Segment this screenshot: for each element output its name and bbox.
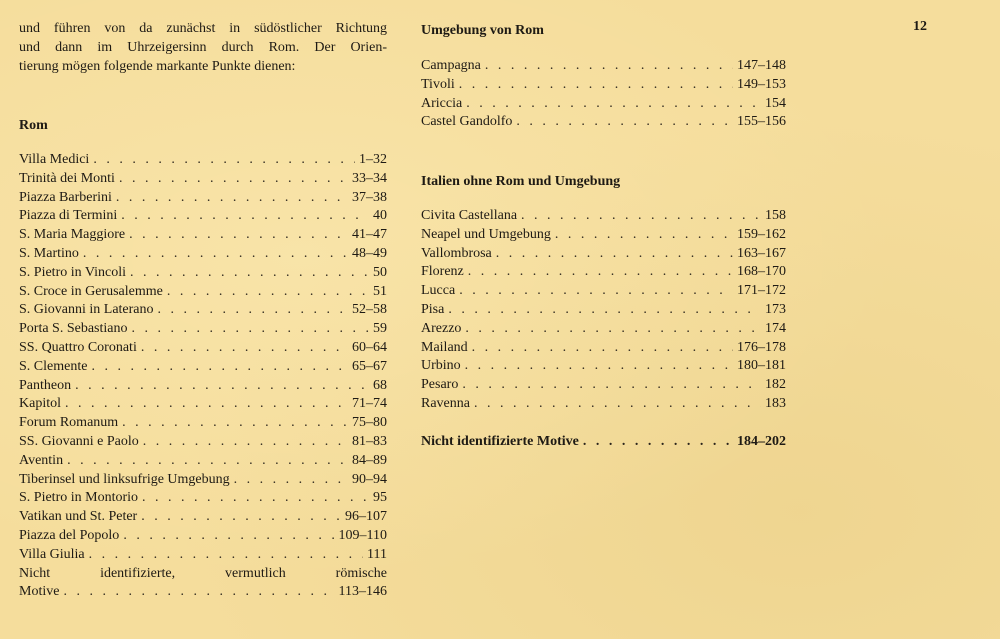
index-entry xyxy=(421,207,786,226)
entry-name: S. Pietro in Montorio xyxy=(19,490,139,506)
entry-pages: 163–167 xyxy=(737,245,786,261)
index-entry xyxy=(19,151,387,170)
entry-pages: 184–202 xyxy=(737,434,786,449)
index-entry xyxy=(421,357,786,376)
dot-leader xyxy=(158,301,348,320)
entry-pages: 59 xyxy=(373,321,387,337)
entry-name: S. Pietro in Vincoli xyxy=(19,264,127,280)
entry-pages: 147–148 xyxy=(737,58,786,73)
index-entry xyxy=(19,527,387,546)
index-entry-motive-line2 xyxy=(19,583,387,602)
index-entry xyxy=(421,113,786,132)
entry-name: Forum Romanum xyxy=(19,415,119,431)
index-entry xyxy=(421,226,786,245)
entry-name: Porta S. Sebastiano xyxy=(19,321,128,337)
index-entry xyxy=(421,339,786,358)
entry-pages: 174 xyxy=(765,320,786,336)
index-entry xyxy=(19,320,387,339)
dot-leader xyxy=(234,471,348,490)
entry-name: Piazza di Termini xyxy=(19,208,118,224)
entry-pages: 40 xyxy=(373,208,387,224)
dot-leader xyxy=(63,583,334,602)
entry-name: Nicht identifizierte, vermutlich römische xyxy=(19,565,387,581)
entry-pages: 68 xyxy=(373,377,387,393)
entry-name: Nicht identifizierte Motive xyxy=(421,434,579,449)
entry-name: Arezzo xyxy=(421,320,462,336)
dot-leader xyxy=(122,414,348,433)
entry-pages: 155–156 xyxy=(737,114,786,130)
index-entry xyxy=(19,489,387,508)
entry-pages: 41–47 xyxy=(352,227,387,243)
umgebung-index-list xyxy=(421,57,786,132)
dot-leader xyxy=(67,452,348,471)
dot-leader xyxy=(465,357,733,376)
entry-pages: 182 xyxy=(765,377,786,393)
dot-leader xyxy=(474,395,761,414)
dot-leader xyxy=(142,489,369,508)
dot-leader xyxy=(75,377,369,396)
index-entry xyxy=(19,508,387,527)
entry-pages: 33–34 xyxy=(352,170,387,186)
entry-pages: 65–67 xyxy=(352,358,387,374)
dot-leader xyxy=(130,264,369,283)
entry-pages: 95 xyxy=(373,490,387,506)
entry-name: Mailand xyxy=(421,339,468,355)
entry-name: Ariccia xyxy=(421,95,463,111)
entry-name: Trinità dei Monti xyxy=(19,170,115,186)
index-entry xyxy=(19,546,387,565)
entry-pages: 113–146 xyxy=(338,584,387,600)
nicht-identifiziert-list xyxy=(421,433,786,452)
entry-name: SS. Giovanni e Paolo xyxy=(19,433,139,449)
entry-name: Villa Giulia xyxy=(19,546,85,562)
entry-pages: 158 xyxy=(765,208,786,223)
index-entry-motive-line1 xyxy=(19,565,387,584)
dot-leader xyxy=(448,301,761,320)
entry-name: Tiberinsel und linksufrige Umgebung xyxy=(19,471,230,487)
entry-name: Vallombrosa xyxy=(421,245,492,261)
entry-pages: 75–80 xyxy=(352,415,387,431)
entry-pages: 176–178 xyxy=(737,339,786,355)
entry-name: Campagna xyxy=(421,58,481,73)
dot-leader xyxy=(468,263,733,282)
dot-leader xyxy=(459,76,733,95)
entry-name: Florenz xyxy=(421,264,464,280)
dot-leader xyxy=(465,320,761,339)
index-entry xyxy=(421,245,786,264)
index-entry xyxy=(421,301,786,320)
intro-line: und führen von da zunächst in südöstlicher Richtung xyxy=(19,21,387,36)
entry-name: Civita Castellana xyxy=(421,208,518,223)
entry-name: S. Clemente xyxy=(19,358,88,374)
dot-leader xyxy=(83,245,348,264)
entry-name: Pantheon xyxy=(19,377,72,393)
dot-leader xyxy=(119,170,348,189)
index-entry xyxy=(19,377,387,396)
dot-leader xyxy=(129,226,348,245)
page-number: 12 xyxy=(913,19,927,34)
dot-leader xyxy=(472,339,733,358)
index-entry xyxy=(421,395,786,414)
entry-name: Vatikan und St. Peter xyxy=(19,509,138,525)
entry-pages: 1–32 xyxy=(359,152,387,167)
dot-leader xyxy=(89,546,363,565)
entry-pages: 37–38 xyxy=(352,189,387,205)
index-entry xyxy=(19,471,387,490)
italien-index-list xyxy=(421,207,786,414)
entry-name: Motive xyxy=(19,584,60,600)
index-entry xyxy=(421,95,786,114)
dot-leader xyxy=(516,113,733,132)
heading-italien-ohne-rom: Italien ohne Rom und Umgebung xyxy=(421,174,621,189)
index-entry xyxy=(19,358,387,377)
dot-leader xyxy=(123,527,334,546)
entry-name: Aventin xyxy=(19,452,64,468)
index-entry xyxy=(19,226,387,245)
dot-leader xyxy=(91,358,348,377)
entry-pages: 168–170 xyxy=(737,264,786,280)
rom-index-list xyxy=(19,151,387,602)
dot-leader xyxy=(583,433,733,452)
index-entry xyxy=(421,282,786,301)
entry-name: Pesaro xyxy=(421,377,459,393)
entry-pages: 48–49 xyxy=(352,245,387,261)
dot-leader xyxy=(143,433,348,452)
index-entry-nicht-identifiziert xyxy=(421,433,786,452)
entry-pages: 159–162 xyxy=(737,226,786,242)
entry-pages: 51 xyxy=(373,283,387,299)
entry-pages: 96–107 xyxy=(345,509,387,525)
entry-name: Piazza Barberini xyxy=(19,189,112,205)
entry-pages: 183 xyxy=(765,395,786,411)
index-entry xyxy=(19,170,387,189)
entry-name: Pisa xyxy=(421,301,445,317)
entry-pages: 60–64 xyxy=(352,339,387,355)
intro-line: und dann im Uhrzeigersinn durch Rom. Der Orien- xyxy=(19,40,387,55)
index-entry xyxy=(19,433,387,452)
index-entry xyxy=(19,395,387,414)
entry-name: Ravenna xyxy=(421,395,470,411)
dot-leader xyxy=(555,226,733,245)
entry-name: Neapel und Umgebung xyxy=(421,226,551,242)
dot-leader xyxy=(466,95,761,114)
entry-pages: 180–181 xyxy=(737,358,786,374)
dot-leader xyxy=(141,339,348,358)
entry-pages: 90–94 xyxy=(352,471,387,487)
entry-name: Villa Medici xyxy=(19,152,90,167)
intro-paragraph xyxy=(19,19,387,76)
dot-leader xyxy=(485,57,733,76)
index-entry xyxy=(19,264,387,283)
index-entry xyxy=(19,452,387,471)
entry-name: Tivoli xyxy=(421,76,455,92)
entry-name: Piazza del Popolo xyxy=(19,527,120,543)
entry-name: S. Croce in Gerusalemme xyxy=(19,283,163,299)
dot-leader xyxy=(521,207,761,226)
index-entry xyxy=(421,263,786,282)
entry-name: S. Giovanni in Laterano xyxy=(19,302,154,318)
index-entry xyxy=(19,245,387,264)
heading-umgebung-von-rom: Umgebung von Rom xyxy=(421,23,544,38)
entry-name: Kapitol xyxy=(19,396,61,412)
entry-pages: 52–58 xyxy=(352,302,387,318)
dot-leader xyxy=(141,508,341,527)
entry-pages: 50 xyxy=(373,264,387,280)
index-entry xyxy=(421,376,786,395)
dot-leader xyxy=(121,207,369,226)
entry-pages: 109–110 xyxy=(338,527,387,543)
intro-line: tierung mögen folgende markante Punkte dienen: xyxy=(19,59,296,74)
dot-leader xyxy=(93,151,355,170)
entry-name: SS. Quattro Coronati xyxy=(19,339,137,355)
dot-leader xyxy=(496,245,733,264)
entry-pages: 173 xyxy=(765,301,786,317)
index-entry xyxy=(421,76,786,95)
entry-pages: 81–83 xyxy=(352,433,387,449)
dot-leader xyxy=(65,395,348,414)
index-entry xyxy=(421,57,786,76)
dot-leader xyxy=(459,282,733,301)
index-entry xyxy=(19,189,387,208)
index-entry xyxy=(19,301,387,320)
entry-name: Urbino xyxy=(421,358,461,374)
index-entry xyxy=(19,339,387,358)
entry-name: Lucca xyxy=(421,283,456,299)
index-entry xyxy=(421,320,786,339)
entry-pages: 149–153 xyxy=(737,76,786,92)
entry-name: S. Maria Maggiore xyxy=(19,227,126,243)
entry-name: Castel Gandolfo xyxy=(421,114,513,130)
heading-rom: Rom xyxy=(19,118,48,133)
entry-pages: 84–89 xyxy=(352,452,387,468)
dot-leader xyxy=(132,320,370,339)
index-entry xyxy=(19,414,387,433)
entry-pages: 154 xyxy=(765,95,786,111)
entry-pages: 171–172 xyxy=(737,283,786,299)
dot-leader xyxy=(462,376,761,395)
dot-leader xyxy=(167,283,369,302)
dot-leader xyxy=(116,189,348,208)
index-entry xyxy=(19,207,387,226)
index-entry xyxy=(19,283,387,302)
entry-pages: 111 xyxy=(367,546,387,562)
entry-name: S. Martino xyxy=(19,245,79,261)
entry-pages: 71–74 xyxy=(352,396,387,412)
